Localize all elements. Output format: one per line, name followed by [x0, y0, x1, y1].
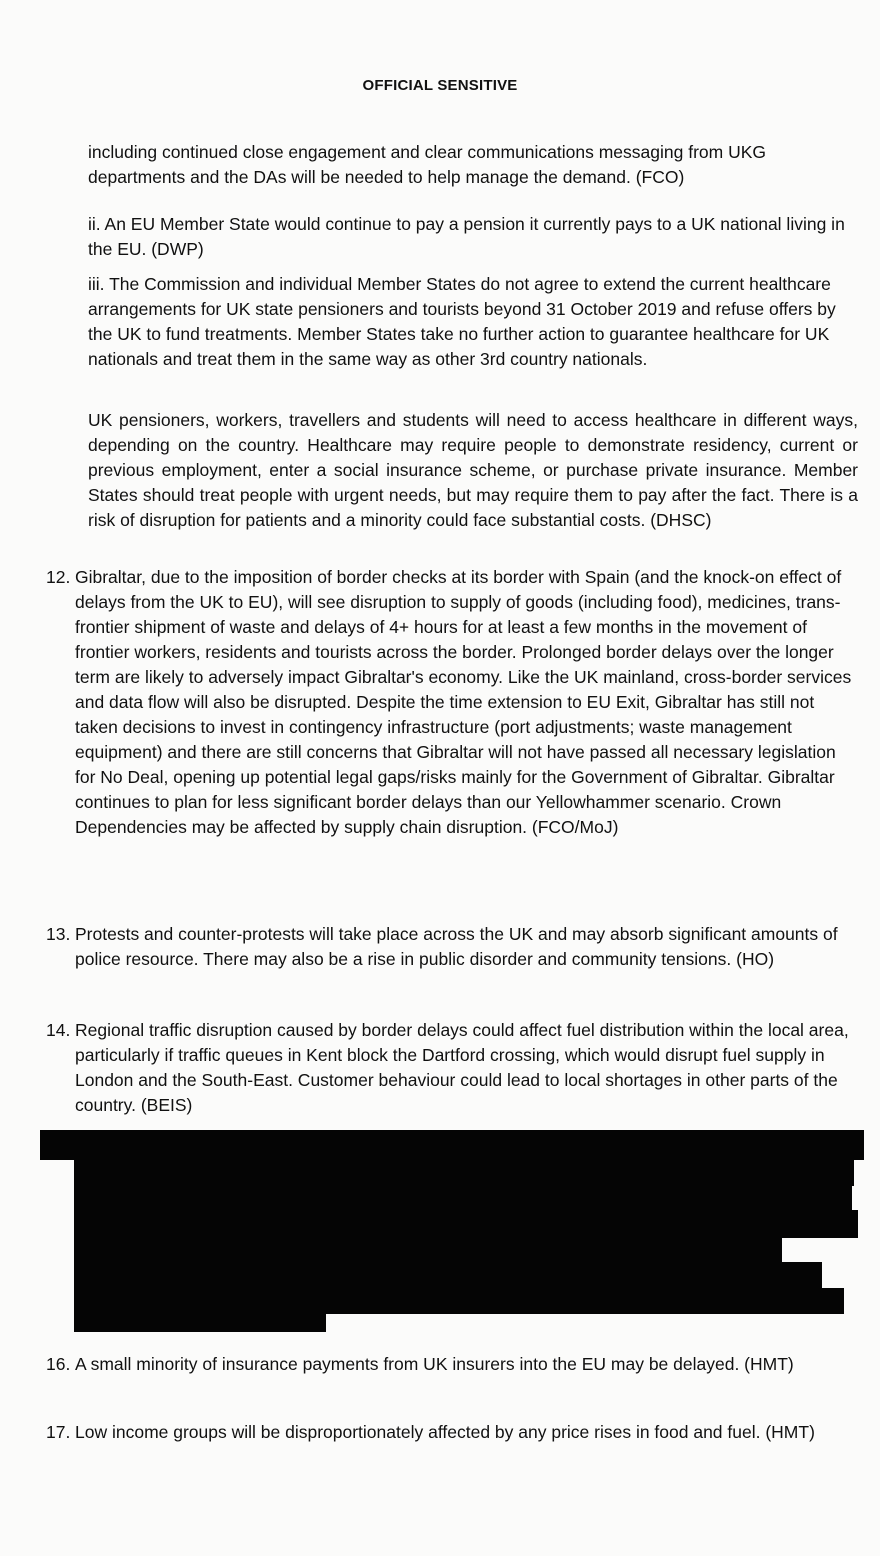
redaction-bar [74, 1184, 852, 1210]
classification-header: OFFICIAL SENSITIVE [362, 77, 518, 94]
list-item-text: Gibraltar, due to the imposition of border checks at its border with Spain (and the knock-on effect of delays from the UK to EU), will see disruption to supply of goods (including food), medicines, trans-frontier shipment of waste and delays of 4+ hours for at least a few months in the movement of frontier workers, residents and tourists across the border. Prolonged border delays over the longer term are likely to adversely impact Gibraltar's economy. Like the UK mainland, cross-border services and data flow will also be disrupted. Despite the time extension to EU Exit, Gibraltar has still not taken decisions to invest in contingency infrastructure (port adjustments; waste management equipment) and there are still concerns that Gibraltar will not have passed all necessary legislation for No Deal, opening up potential legal gaps/risks mainly for the Government of Gibraltar. Gibraltar continues to plan for less significant border delays than our Yellowhammer scenario. Crown Dependencies may be affected by supply chain disruption. (FCO/MoJ) [75, 567, 852, 837]
list-item-text: Regional traffic disruption caused by border delays could affect fuel distribution within the local area, particularly if traffic queues in Kent block the Dartford crossing, which would disrupt fuel supply in London and the South-East. Customer behaviour could lead to local shortages in other parts of the country. (BEIS) [75, 1020, 849, 1115]
redaction-bar [74, 1210, 858, 1238]
list-item-number: 17. [46, 1422, 71, 1442]
redaction-bar [74, 1262, 822, 1290]
redaction-bar [74, 1160, 854, 1186]
healthcare-paragraph: UK pensioners, workers, travellers and students will need to access healthcare in different ways, depending on the country. Healthcare may require people to demonstrate residency, current or previous employment, enter a social insurance scheme, or purchase private insurance. Member States should treat people with urgent needs, but may require them to pay after the fact. There is a risk of disruption for patients and a minority could face substantial costs. (DHSC) [88, 410, 858, 530]
list-item-text: Low income groups will be disproportionately affected by any price rises in food and fuel. (HMT) [75, 1422, 815, 1442]
list-item-number: 16. [46, 1354, 71, 1374]
list-item-number: 12. [46, 567, 71, 587]
list-item-text: Protests and counter-protests will take place across the UK and may absorb significant amounts of police resource. There may also be a rise in public disorder and community tensions. (HO) [75, 924, 838, 969]
continuation-paragraph: including continued close engagement and clear communications messaging from UKG departments and the DAs will be needed to help manage the demand. (FCO) [88, 142, 767, 187]
sub-item-ii: ii. An EU Member State would continue to pay a pension it currently pays to a UK national living in the EU. (DWP) [88, 214, 845, 259]
list-item-text: A small minority of insurance payments from UK insurers into the EU may be delayed. (HMT) [75, 1354, 794, 1374]
redaction-bar [74, 1236, 782, 1264]
redaction-bar [40, 1130, 864, 1160]
list-item-number: 13. [46, 924, 71, 944]
list-item-number: 14. [46, 1020, 71, 1040]
sub-item-iii: iii. The Commission and individual Member States do not agree to extend the current healthcare arrangements for UK state pensioners and tourists beyond 31 October 2019 and refuse offers by the UK to fund treatments. Member States take no further action to guarantee healthcare for UK nationals and treat them in the same way as other 3rd country nationals. [88, 274, 836, 369]
redaction-bar [74, 1310, 326, 1332]
